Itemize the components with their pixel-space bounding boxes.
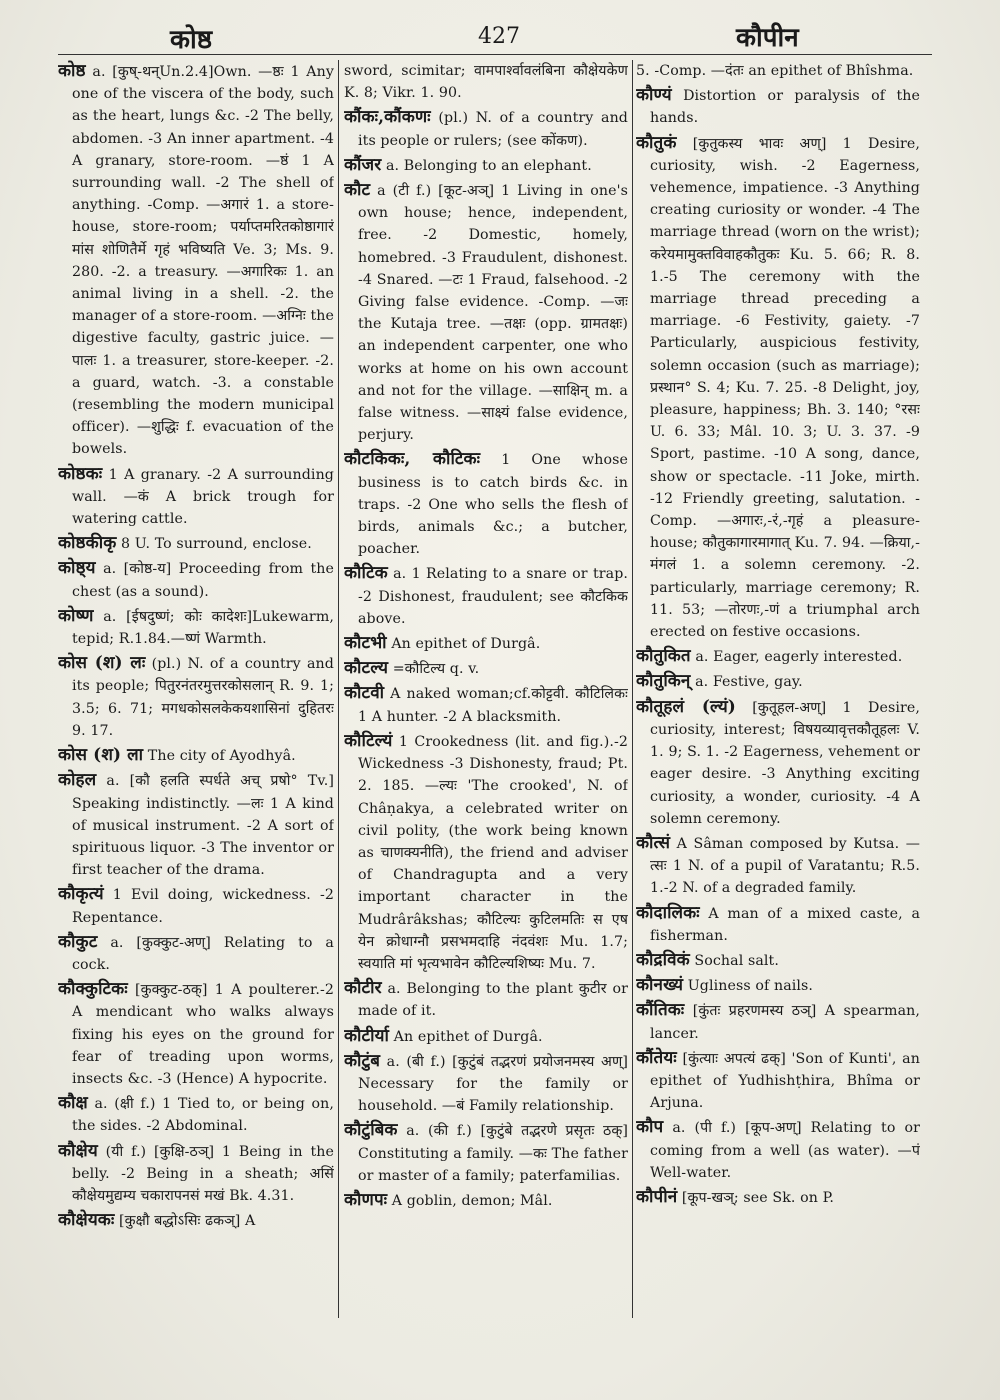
entry-headword: कौटुंबिक [344,1120,398,1141]
entry-headword: कौक्ष [58,1093,88,1114]
entry-headword: कौटल्य [344,658,389,679]
page-number: 427 [478,24,520,49]
entry-definition: a. (क्षी f.) 1 Tied to, or being on, the sides. -2 Abdominal. [72,1096,334,1135]
entry-definition: The city of Ayodhyâ. [147,748,296,765]
entry-definition: a. [कौ हलति स्पर्धते अच् प्रषो° Tv.] Speaking indistinctly. —लः 1 A kind of musical instrument. -2 A sort of spirituous liquor. -3 The inventor or first teacher of the drama. [72,773,334,879]
entry-definition: a. (पी f.) [कूप-अण्] Relating to or coming from a well (as water). —पं Well-water. [650,1120,920,1181]
dictionary-entry [58,978,334,1090]
dictionary-entry [344,977,628,1022]
entry-headword: कौटभी [344,633,387,654]
entry-definition: (pl.) N. of a country and its people; पितुरनंतरमुत्तरकोसलान् R. 9. 1; 3.5; 6. 71; मगधकोसलकेकयशासिनां दुहितरः 9. 17. [72,656,334,739]
entry-definition: Distortion or paralysis of the hands. [650,88,920,127]
dictionary-entry [636,1116,920,1184]
entry-definition: a. [कुष्-थन्Un.2.4]Own. —ष्ठः 1 Any one of the viscera of the body, such as the heart, lungs &c. -2 The belly, abdomen. -3 An inner apartment. -4 A granary, store-room. —ष्ठं 1 A surrounding wall. -2 The shell of anything. -Comp. —अगारं 1. a store-house, store-room; पर्याप्तमरितकोष्ठागारं मांस शोणितैर्मे गृहं भविष्यति Ve. 3; Ms. 9. 280. -2. a treasury. —अगारिकः 1. an animal living in a shell. -2. the manager of a store-room. —अग्निः the digestive faculty, gastric juice. —पालः 1. a treasurer, store-keeper. -2. a guard, watch. -3. a constable (resembling the modern municipal officer). —शुद्धिः f. evacuation of the bowels. [72,64,334,458]
entry-definition: sword, scimitar; वामपार्श्वावलंबिना कौक्षेयकेण K. 8; Vikr. 1. 90. [344,63,628,102]
entry-headword: कोष्ठ [58,61,86,81]
entry-definition: 1 Evil doing, wickedness. -2 Repentance. [72,887,334,926]
entry-headword: कोष्ठकीकृ [58,533,117,554]
column-divider [632,60,633,1318]
entry-headword: कौद्रविकं [636,949,690,970]
dictionary-entry [636,696,920,830]
dictionary-entry [58,60,334,461]
entry-headword: कौटिल्यं [344,730,393,751]
dictionary-entry [636,60,920,82]
dictionary-entry [636,1047,920,1115]
entry-definition: [कुतुकस्य भावः अण्] 1 Desire, curiosity, wish. -2 Eagerness, vehemence, impatience. -3 Anything creating curiosity or wonder. -4 The marriage thread (worn on the wrist); करेयमामुक्तविवाहकौतुकः Ku. 5. 66; R. 8. 1.-5 The ceremony with the marriage thread preceding a marriage. -6 Festivity, gaiety. -7 Particularly, auspicious festivity, solemn occasion (such as marriage); प्रस्थान° S. 4; Ku. 7. 25. -8 Delight, joy, pleasure, happiness; Bh. 3. 140; °रसः U. 6. 33; Mâl. 10. 3; U. 3. 37. -9 Sport, pastime. -10 A song, dance, show or spectacle. -11 Joke, mirth. -12 Friendly greeting, salutation. -Comp. —अगारः,-रं,-गृहं a pleasure-house; कौतुकागारमागात् Ku. 7. 94. —क्रिया,-मंगलं 1. a solemn ceremony. -2. particularly, marriage ceremony; R. 11. 53; —तोरणः,-णं a triumphal arch erected on festive occasions. [650,135,920,641]
entry-definition: [कुक्षौ बद्धोऽसिः ढकञ्] A [119,1213,256,1230]
left-running-headword: कोष्ठ [170,25,213,55]
dictionary-entry [344,1189,628,1212]
entry-headword: कौंकः,कौंकणः [344,107,431,128]
dictionary-entry [344,657,628,680]
entry-headword: कौटिक [344,563,388,584]
entry-definition: [कूप-खञ्; see Sk. on P. [681,1189,834,1206]
dictionary-entry [636,974,920,997]
entry-headword: कौटकिकः, कौटिकः [344,449,481,470]
entry-definition: =कौटिल्य q. v. [392,661,480,678]
dictionary-entry [58,1092,334,1137]
page-header [58,14,932,55]
entry-headword: कौटुंब [344,1050,381,1071]
right-running-headword: कौपीन [736,23,799,53]
dictionary-entry [344,1050,628,1118]
entry-headword: कौटवी [344,683,385,704]
entry-headword: कौदालिकः [636,902,700,923]
dictionary-entry [344,448,628,560]
dictionary-entry [58,883,334,928]
entry-headword: कोष्ठकः [58,463,103,484]
entry-definition: a. Belonging to the plant कुटीर or made of it. [358,981,628,1020]
column-3 [636,60,920,1380]
entry-definition: A goblin, demon; Mâl. [391,1192,553,1209]
entry-headword: कौपीनं [636,1186,678,1207]
dictionary-entry [344,1119,628,1187]
dictionary-entry [636,902,920,947]
dictionary-entry [58,1140,334,1208]
entry-headword: कौकुट [58,931,98,952]
entry-definition: [कुतूहल-अण्] 1 Desire, curiosity, interest; विषयव्यावृत्तकौतूहलः V. 1. 9; S. 1. -2 Eagerness, vehement or eager desire. -3 Anything exciting curiosity, a wonder, curiosity. -4 A solemn ceremony. [650,699,920,827]
dictionary-entry [58,532,334,555]
entry-headword: कौंजर [344,154,382,175]
entry-definition: a. [ईषदुष्णं; कोः कादेशः]Lukewarm, tepid; R.1.84.—ष्णं Warmth. [72,608,334,648]
column-1 [58,60,334,1380]
dictionary-entry [58,744,334,767]
entry-definition: a. (बी f.) [कुटुंबं तद्भरणं प्रयोजनमस्य अण्] Necessary for the family or household. —बं Family relationship. [358,1053,628,1115]
entry-headword: कौकृत्यं [58,884,104,905]
dictionary-entry [344,562,628,630]
dictionary-entry [344,632,628,655]
entry-definition: a. [कोष्ठ-य] Proceeding from the chest (as a sound). [72,561,334,600]
entry-definition: Sochal salt. [694,952,779,969]
dictionary-entry [344,106,628,151]
entry-definition: a (टी f.) [कूट-अञ्] 1 Living in one's own house; hence, independent, free. -2 Domestic, homely, homebred. -3 Fraudulent, dishonest. -4 Snared. —टः 1 Fraud, falsehood. -2 Giving false evidence. -Comp. —जः the Kutaja tree. —तक्षः (opp. ग्रामतक्षः) an independent carpenter, one who works at home on his own account and not for the village. —साक्षिन् m. a false witness. —साक्ष्यं false evidence, perjury. [358,183,628,444]
entry-definition: 1 One whose business is to catch birds &c. in traps. -2 One who sells the flesh of birds, animals &c.; a butcher, poacher. [358,452,628,558]
entry-headword: कौतूहलं (ल्यं) [636,696,736,717]
entry-headword: कौटीर [344,978,382,999]
entry-headword: कौप [636,1117,664,1138]
dictionary-entry [636,84,920,129]
entry-definition: An epithet of Durgâ. [393,1028,543,1045]
entry-headword: कौक्षेय [58,1140,98,1161]
entry-headword: कौंतेयः [636,1047,677,1068]
dictionary-entry [58,557,334,602]
entry-headword: कौणपः [344,1189,388,1210]
entry-definition: [कुंतः प्रहरणमस्य ठञ्] A spearman, lancer. [650,1003,920,1042]
dictionary-entry [344,154,628,177]
entry-definition: A Sâman composed by Kutsa. —त्सः 1 N. of a pupil of Varatantu; R.5. 1.-2 N. of a degraded family. [650,835,920,897]
entry-definition: 5. -Comp. —दंतः an epithet of Bhîshma. [636,63,914,79]
dictionary-entry [58,652,334,742]
dictionary-entry [344,1025,628,1048]
entry-headword: कौक्कुटिकः [58,979,128,1000]
entry-headword: कौण्यं [636,85,672,106]
entry-definition: a. (की f.) [कुटुंबे तद्भरणे प्रसृतः ठक्] Constituting a family. —कः The father or master of a family; paterfamilias. [358,1123,628,1184]
dictionary-entry [636,670,920,693]
dictionary-entry [344,179,628,446]
column-2 [344,60,628,1380]
dictionary-entry [58,769,334,881]
entry-headword: कौनख्यं [636,975,684,996]
entry-definition: a. Belonging to an elephant. [385,157,592,174]
dictionary-entry [636,1186,920,1209]
dictionary-entry [58,931,334,976]
dictionary-entry [58,1209,334,1232]
entry-definition: Ugliness of nails. [687,978,814,995]
column-divider [338,60,339,1318]
entry-definition: (pl.) N. of a country and its people or rulers; (see कोंकण). [358,110,628,149]
entry-headword: कौक्षेयकः [58,1210,115,1231]
dictionary-entry [636,132,920,644]
entry-headword: कौतुकं [636,132,677,153]
entry-headword: कौतुकिन् [636,671,691,692]
entry-definition: 1 Crookedness (lit. and fig.).-2 Wickedness -3 Dishonesty, fraud; Pt. 2. 185. —ल्यः 'The crooked', N. of Châṇakya, a celebrated writer on civil polity, (the work being known as चाणक्यनीति), the friend and adviser of Chandragupta and a very important character in the Mudrârâkshas; कौटिल्यः कुटिलमतिः स एष येन क्रोधाग्नौ प्रसभमदाहि नंदवंशः Mu. 1.7; स्वयाति मां भृत्यभावेन कौटिल्यशिष्यः Mu. 7. [358,733,628,972]
entry-definition: 8 U. To surround, enclose. [121,536,312,553]
entry-headword: कोस (श) ला [58,745,144,766]
entry-definition: 1 A granary. -2 A surrounding wall. —कं A brick trough for watering cattle. [72,466,334,528]
dictionary-entry [636,645,920,668]
entry-definition: [कुंत्याः अपत्यं ढक्] 'Son of Kunti', an epithet of Yudhishṭhira, Bhîma or Arjuna. [650,1050,920,1112]
entry-headword: कोहल [58,770,97,791]
entry-headword: कौंतिकः [636,1000,685,1021]
dictionary-entry [344,60,628,104]
entry-headword: कौत्सं [636,832,671,853]
dictionary-entry [58,605,334,650]
entry-definition: A naked woman;cf.कोट्टवी. कौटिलिकः 1 A hunter. -2 A blacksmith. [358,686,628,725]
entry-definition: [कुक्कुट-ठक्] 1 A poulterer.-2 A mendicant who walks always fixing his eyes on the ground for fear of treading upon worms, insects &c. -3 (Hence) A hypocrite. [72,982,334,1087]
entry-headword: कौट [344,180,371,201]
entry-definition: (यी f.) [कुक्षि-ठञ्] 1 Being in the belly. -2 Being in a sheath; असिं कौक्षेयमुद्यम्य चकारापनसं मखं Bk. 4.31. [72,1143,334,1204]
dictionary-entry [344,682,628,727]
entry-definition: a. Festive, gay. [695,674,803,691]
entry-headword: कोष्ण [58,605,94,626]
entry-headword: कौतुकित [636,646,691,667]
entry-definition: a. [कुक्कुट-अण्] Relating to a cock. [72,934,334,973]
entry-definition: a. 1 Relating to a snare or trap. -2 Dishonest, fraudulent; see कौटकिक above. [358,566,628,627]
entry-headword: कौटीर्या [344,1025,389,1046]
entry-definition: A man of a mixed caste, a fisherman. [650,905,920,944]
dictionary-entry [636,832,920,900]
dictionary-entry [58,463,334,531]
entry-headword: कोष्ठ्य [58,558,96,579]
entry-definition: a. Eager, eagerly interested. [695,649,903,666]
entry-headword: कोस (श) लः [58,653,146,674]
dictionary-entry [636,949,920,972]
dictionary-entry [636,999,920,1044]
dictionary-entry [344,730,628,975]
entry-definition: An epithet of Durgâ. [391,636,541,653]
